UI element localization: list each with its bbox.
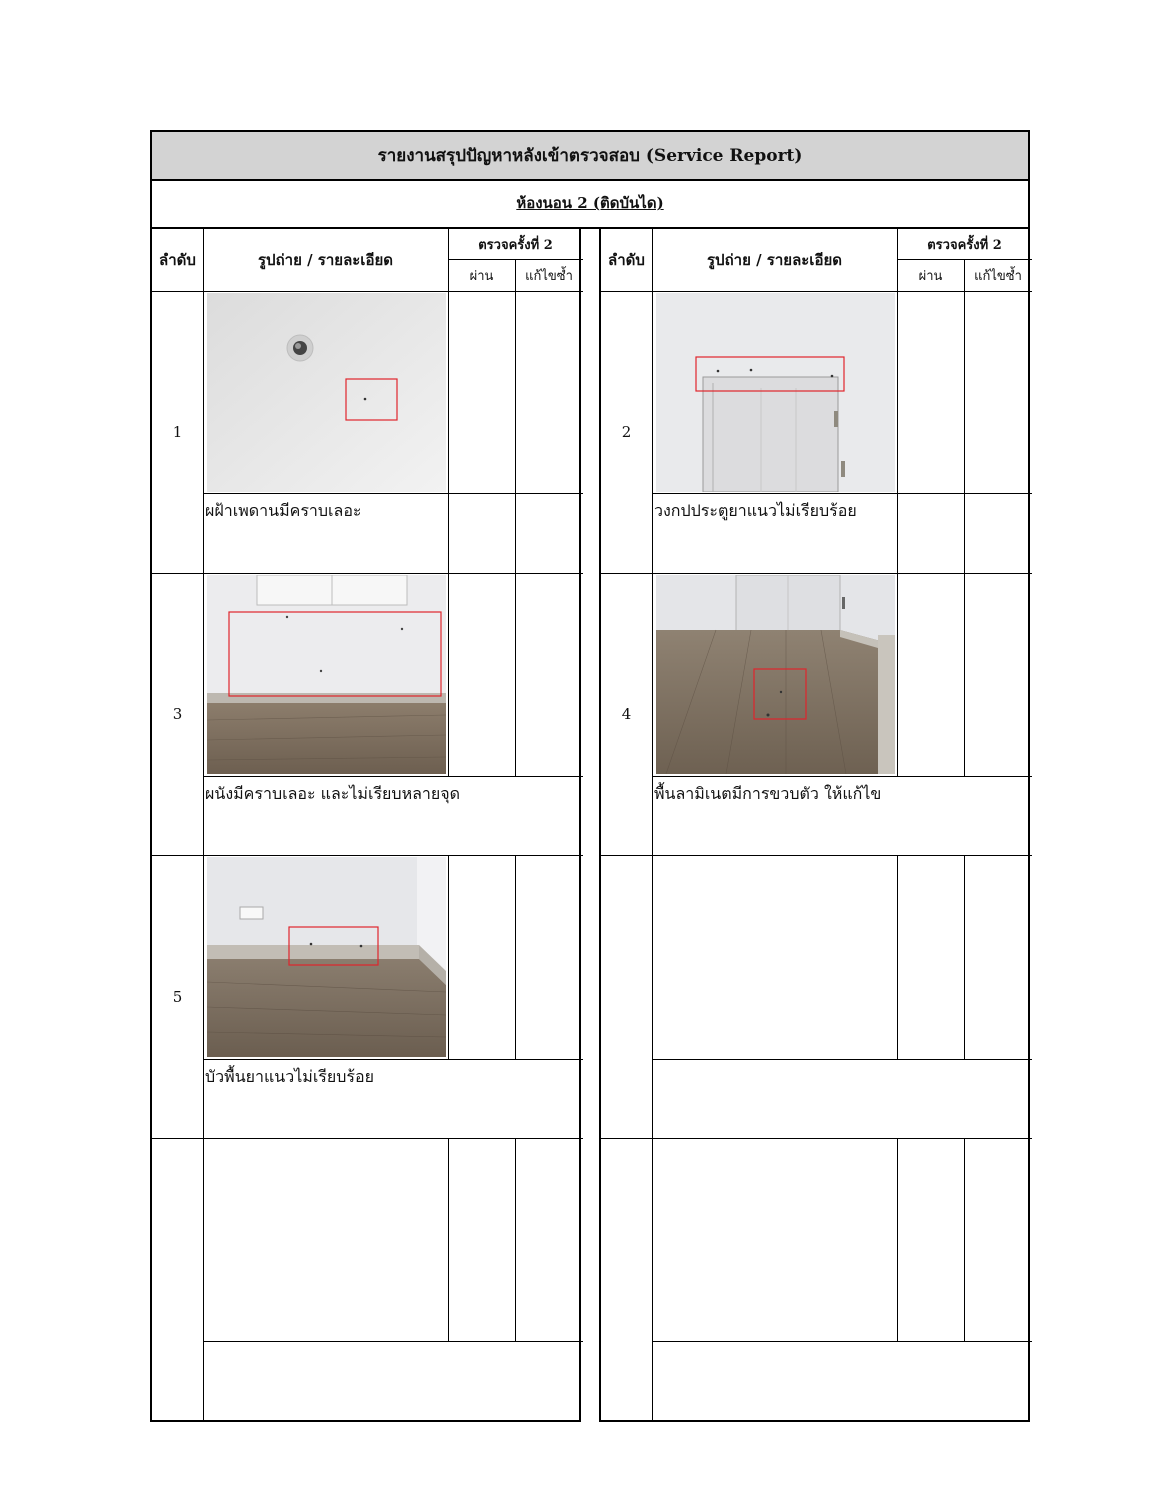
header-rework: แก้ไขซ้ำ [974,268,1022,284]
item-3-description: ผนังมีคราบเลอะ และไม่เรียบหลายจุด [205,784,461,803]
item-5-description: บัวพื้นยาแนวไม่เรียบร้อย [205,1067,374,1086]
header-rework: แก้ไขซ้ำ [525,268,573,284]
header-pass: ผ่าน [918,268,943,284]
baseboard-sealant-photo [207,857,446,1057]
item-5-number: 5 [172,987,183,1006]
item-4-number: 4 [621,705,632,723]
header-inspection-round: ตรวจครั้งที่ 2 [927,237,1002,253]
item-4-description: พื้นลามิเนตมีการขวบตัว ให้แก้ไข [654,784,882,803]
ceiling-stain-photo [207,293,446,492]
header-photo-detail: รูปถ่าย / รายละเอียด [258,251,393,269]
item-2-description: วงกปประตูยาแนวไม่เรียบร้อย [654,501,857,520]
laminate-floor-photo [656,575,895,774]
header-seq: ลำดับ [608,251,645,269]
item-1-description: ผฝ้าเพดานมีคราบเลอะ [205,501,362,520]
header-seq: ลำดับ [159,251,196,269]
right-inspection-panel [599,229,1030,1422]
left-inspection-panel [150,229,581,1422]
service-report-page [150,130,1030,1422]
item-2-number: 2 [621,423,632,441]
header-photo-detail: รูปถ่าย / รายละเอียด [707,251,842,269]
item-3-number: 3 [172,705,183,723]
report-title: รายงานสรุปปัญหาหลังเข้าตรวจสอบ (Service Report) [150,130,1030,181]
wall-stain-photo [207,575,446,774]
header-pass: ผ่าน [469,268,494,284]
item-1-number: 1 [172,423,183,441]
header-inspection-round: ตรวจครั้งที่ 2 [478,237,553,253]
room-name: ห้องนอน 2 (ติดบันได) [150,179,1030,229]
door-frame-sealant-photo [656,293,895,492]
